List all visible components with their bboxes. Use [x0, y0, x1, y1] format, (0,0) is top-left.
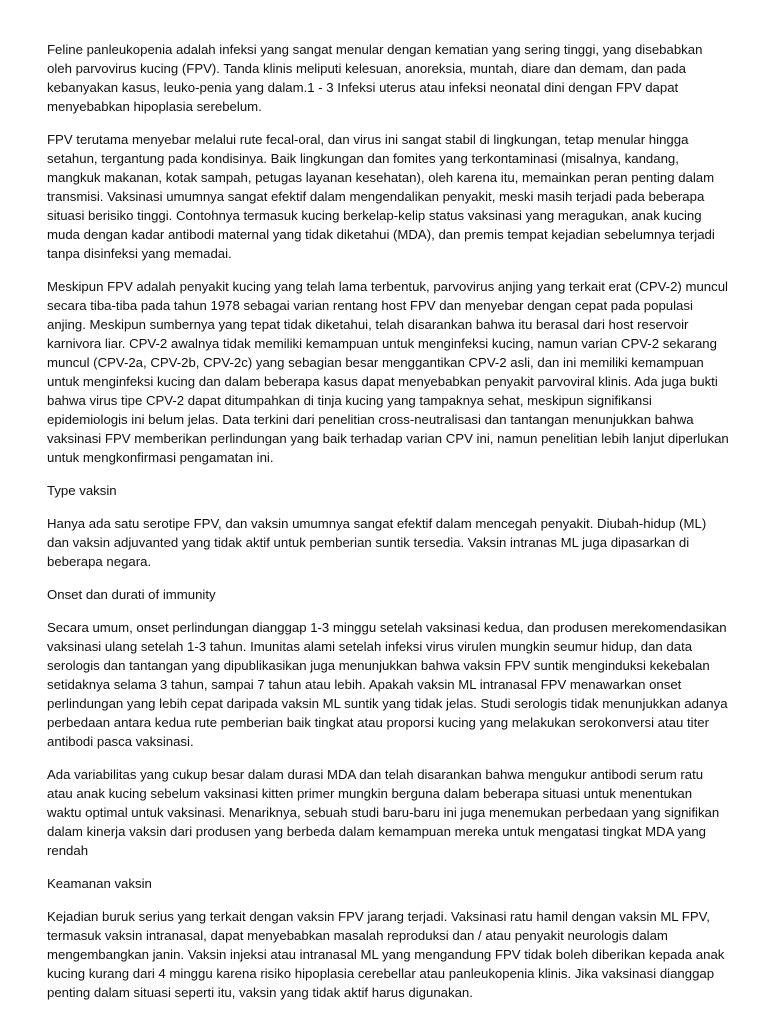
paragraph-transmission: FPV terutama menyebar melalui rute fecal-oral, dan virus ini sangat stabil di lingkungan, tetap menular hingga setahun, tergantung pada kondisinya. Baik lingkungan dan fomites yang terkontaminasi (misalnya, kandang, mangkuk makanan, kotak sampah, petugas layanan kesehatan), oleh karena itu, memainkan peran penting dalam transmisi. Vaksinasi umumnya sangat efektif dalam mengendalikan penyakit, meski masih terjadi pada beberapa situasi berisiko tinggi. Contohnya termasuk kucing berkelap-kelip status vaksinasi yang meragukan, anak kucing muda dengan kadar antibodi maternal yang tidak diketahui (MDA), dan premis tempat kejadian sebelumnya terjadi tanpa disinfeksi yang memadai. — [47, 132, 715, 261]
paragraph-safety: Kejadian buruk serius yang terkait dengan vaksin FPV jarang terjadi. Vaksinasi ratu hamil dengan vaksin ML FPV, termasuk vaksin intranasal, dapat menyebabkan masalah reproduksi dan / atau penyakit neurologis dalam mengembangkan janin. Vaksin injeksi atau intranasal ML yang mengandung FPV tidak boleh diberikan kepada anak kucing kurang dari 4 minggu karena risiko hipoplasia cerebellar atau panleukopenia klinis. Jika vaksinasi dianggap penting dalam situasi seperti itu, vaksin yang tidak aktif harus digunakan. — [47, 909, 725, 1000]
heading-onset-duration: Onset dan durati of immunity — [47, 587, 216, 602]
heading-keamanan-vaksin: Keamanan vaksin — [47, 876, 152, 891]
heading-type-vaksin: Type vaksin — [47, 483, 117, 498]
paragraph-mda: Ada variabilitas yang cukup besar dalam durasi MDA dan telah disarankan bahwa mengukur antibodi serum ratu atau anak kucing sebelum vaksinasi kitten primer mungkin berguna dalam beberapa situasi untuk menentukan waktu optimal untuk vaksinasi. Menariknya, sebuah studi baru-baru ini juga menemukan perbedaan yang signifikan dalam kinerja vaksin dari produsen yang berbeda dalam kemampuan mereka untuk mengatasi tingkat MDA yang rendah — [47, 767, 720, 858]
paragraph-intro: Feline panleukopenia adalah infeksi yang sangat menular dengan kematian yang sering tinggi, yang disebabkan oleh parvovirus kucing (FPV). Tanda klinis meliputi kelesuan, anoreksia, muntah, diare dan demam, dan pada kebanyakan kasus, leuko-penia yang dalam.1 - 3 Infeksi uterus atau infeksi neonatal dini dengan FPV dapat menyebabkan hipoplasia serebelum. — [47, 42, 703, 114]
paragraph-cpv2: Meskipun FPV adalah penyakit kucing yang telah lama terbentuk, parvovirus anjing yang terkait erat (CPV-2) muncul secara tiba-tiba pada tahun 1978 sebagai varian rentang host FPV dan menyebar dengan cepat pada populasi anjing. Meskipun sumbernya yang tepat tidak diketahui, telah disarankan bahwa itu berasal dari host reservoir karnivora liar. CPV-2 awalnya tidak memiliki kemampuan untuk menginfeksi kucing, namun varian CPV-2 sekarang muncul (CPV-2a, CPV-2b, CPV-2c) yang sebagian besar menggantikan CPV-2 asli, dan ini memiliki kemampuan untuk menginfeksi kucing dan dalam beberapa kasus dapat menyebabkan penyakit parvoviral klinis. Ada juga bukti bahwa virus tipe CPV-2 dapat ditumpahkan di tinja kucing yang tampaknya sehat, meskipun signifikansi epidemiologis ini belum jelas. Data terkini dari penelitian cross-neutralisasi dan tantangan menunjukkan bahwa vaksinasi FPV memberikan perlindungan yang baik terhadap varian CPV ini, namun penelitian lebih lanjut diperlukan untuk mengkonfirmasi pengamatan ini. — [47, 279, 729, 465]
paragraph-onset: Secara umum, onset perlindungan dianggap 1-3 minggu setelah vaksinasi kedua, dan produsen merekomendasikan vaksinasi ulang setelah 1-3 tahun. Imunitas alami setelah infeksi virus virulen mungkin seumur hidup, dan data serologis dan tantangan yang dipublikasikan juga menunjukkan bahwa vaksin FPV suntik menginduksi kekebalan setidaknya selama 3 tahun, sampai 7 tahun atau lebih. Apakah vaksin ML intranasal FPV menawarkan onset perlindungan yang lebih cepat daripada vaksin ML suntik yang tidak jelas. Studi serologis tidak menunjukkan adanya perbedaan antara kedua rute pemberian baik tingkat atau proporsi kucing yang melakukan serokonversi atau titer antibodi pasca vaksinasi. — [47, 620, 728, 749]
document-page — [47, 40, 729, 1016]
paragraph-vaccine-types: Hanya ada satu serotipe FPV, dan vaksin umumnya sangat efektif dalam mencegah penyakit. Diubah-hidup (ML) dan vaksin adjuvanted yang tidak aktif untuk pemberian suntik tersedia. Vaksin intranas ML juga dipasarkan di beberapa negara. — [47, 516, 707, 569]
